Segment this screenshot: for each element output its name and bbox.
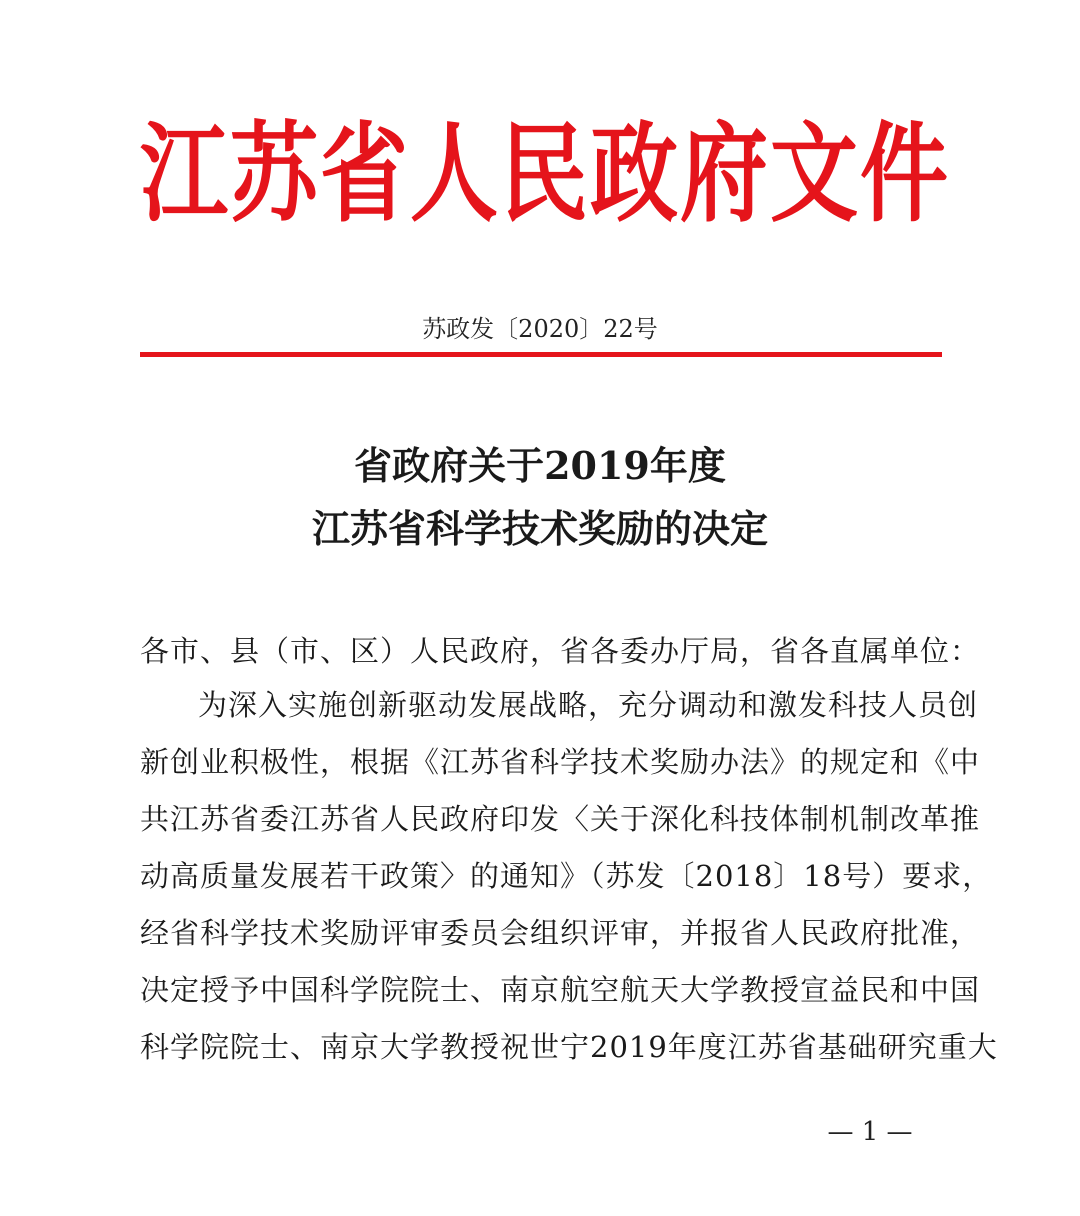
body-text-line: 共江苏省委江苏省人民政府印发〈关于深化科技体制机制改革推 [140,802,981,836]
document-number: 苏政发〔2020〕22号 [422,315,658,343]
body-text-line: 决定授予中国科学院院士、南京航空航天大学教授宣益民和中国 [140,973,981,1007]
body-text-line: 为深入实施创新驱动发展战略，充分调动和激发科技人员创 [198,688,979,722]
body-text-line: 经省科学技术奖励评审委员会组织评审，并报省人民政府批准， [140,916,981,950]
body-text-line: 科学院院士、南京大学教授祝世宁2019年度江苏省基础研究重大 [140,1030,998,1064]
document-masthead: 江苏省人民政府文件 [140,109,951,237]
body-text-line: 新创业积极性，根据《江苏省科学技术奖励办法》的规定和《中 [140,745,981,779]
red-divider-line [140,352,942,357]
document-title-line-1: 省政府关于2019年度 [354,443,726,488]
page-number: — 1 — [827,1117,913,1147]
addressee-line: 各市、县（市、区）人民政府，省各委办厅局，省各直属单位： [140,634,981,668]
document-title-line-2: 江苏省科学技术奖励的决定 [311,506,768,551]
body-text-line: 动高质量发展若干政策〉的通知》（苏发〔2018〕18号）要求， [140,859,993,893]
